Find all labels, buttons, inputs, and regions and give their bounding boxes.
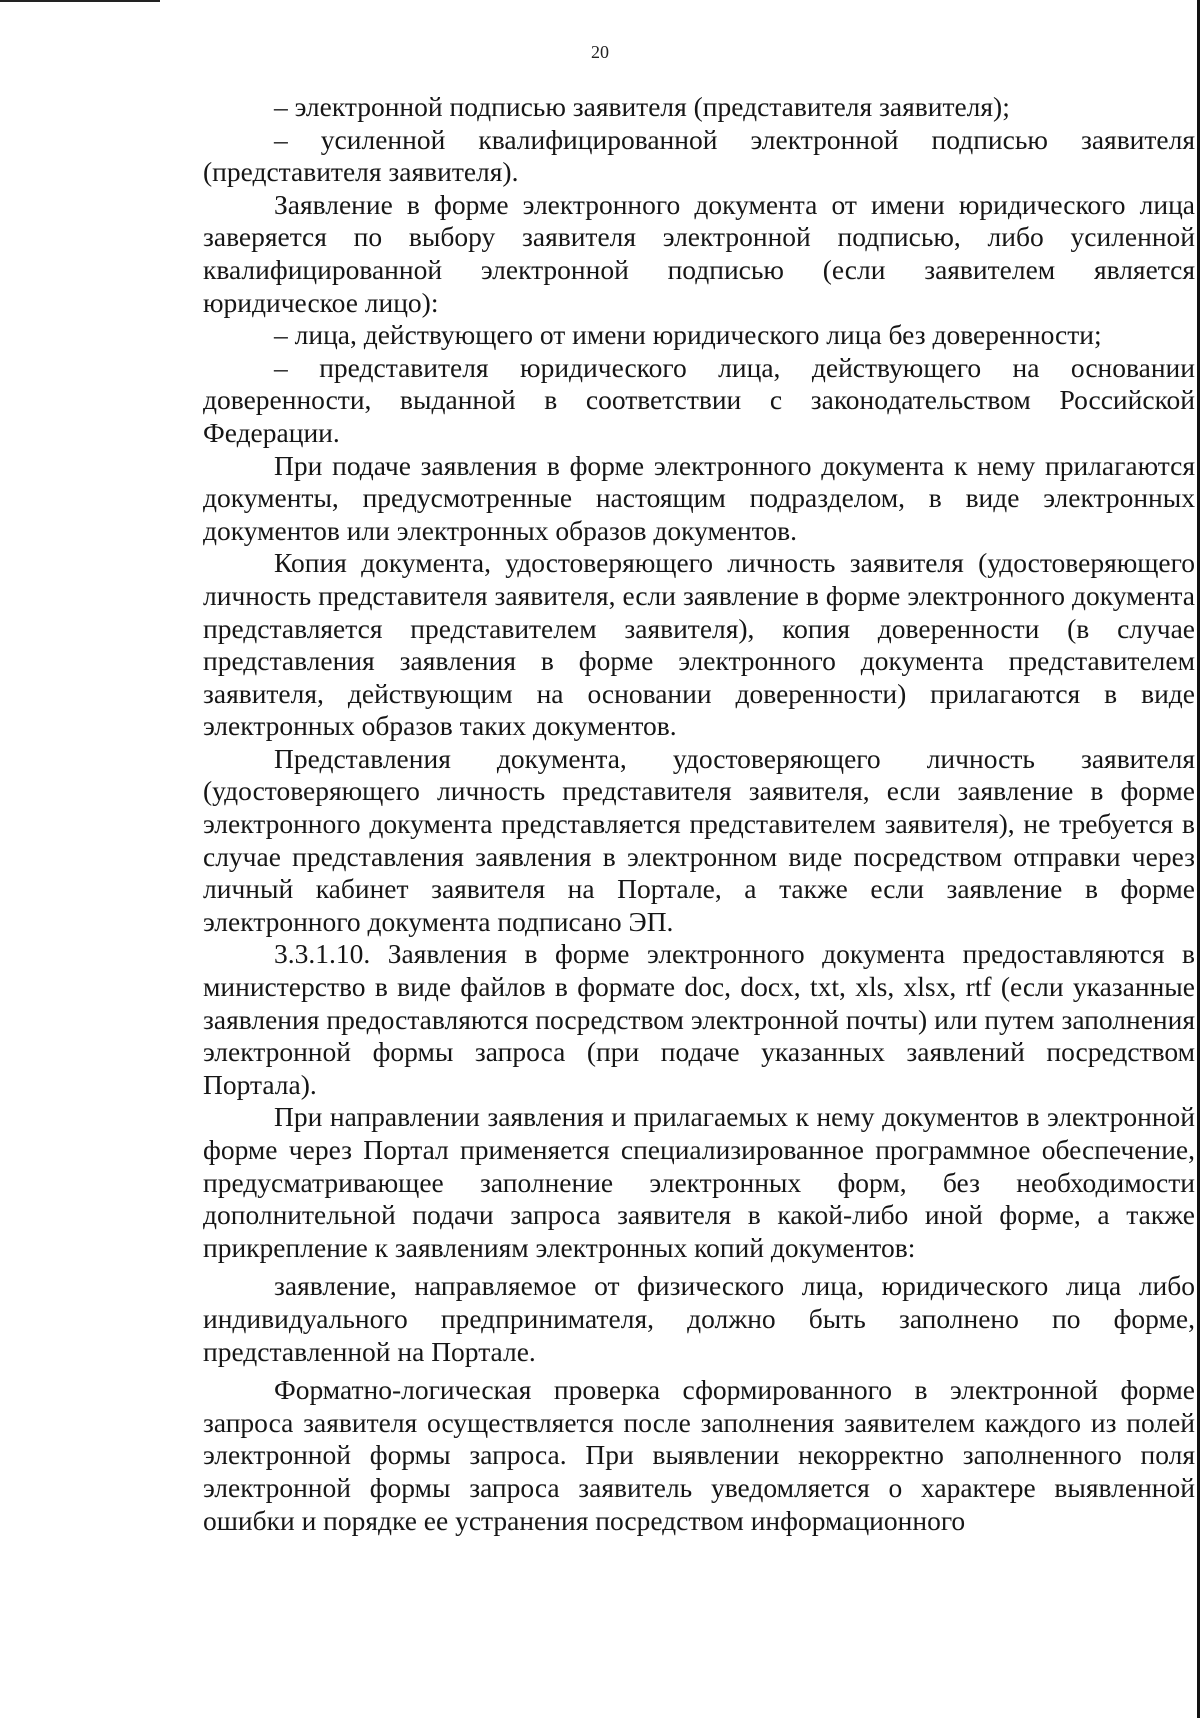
scan-edge-top bbox=[0, 0, 160, 2]
paragraph-identity-copy: Копия документа, удостоверяющего личность заявителя (удостоверяющего личность представителя заявителя, если заявление в форме электронного документа представляется представителем заявителя), копия доверенности (в случае представления заявления в форме электронного документа представителем заявителя, действующим на основании доверенности) прилагаются в виде электронных образов таких документов. bbox=[203, 547, 1195, 742]
paragraph-person-without-proxy: – лица, действующего от имени юридического лица без доверенности; bbox=[274, 319, 1102, 351]
paragraph-portal-software: При направлении заявления и прилагаемых к нему документов в электронной форме через Портал применяется специализированное программное обеспечение, предусматривающее заполнение электронных форм, без необходимости дополнительной подачи запроса заявителя в какой-либо иной форме, а также прикрепление к заявлениям электронных копий документов: bbox=[203, 1101, 1195, 1263]
paragraph-legal-entity-certification: Заявление в форме электронного документа от имени юридического лица заверяется по выбору заявителя электронной подписью, либо усиленной квалифицированной электронной подписью (если заявителем является юридическое лицо): bbox=[203, 188, 1195, 318]
paragraph-signature-applicant: – электронной подписью заявителя (представителя заявителя); bbox=[274, 91, 1010, 122]
paragraph-portal-form: заявление, направляемое от физического лица, юридического лица либо индивидуального предпринимателя, должно быть заполнено по форме, представленной на Портале. bbox=[203, 1270, 1195, 1367]
paragraph-attached-documents: При подаче заявления в форме электронного документа к нему прилагаются документы, предусмотренные настоящим подразделом, в виде электронных документов или электронных образов документов. bbox=[203, 449, 1195, 546]
document-body bbox=[203, 91, 1195, 1537]
paragraph-file-formats: 3.3.1.10. Заявления в форме электронного документа предоставляются в министерство в виде файлов в формате doc, docx, txt, xls, xlsx, rtf (если указанные заявления предоставляются посредством электронной почты) или путем заполнения электронной формы запроса (при подаче указанных заявлений посредством Портала). bbox=[203, 938, 1195, 1100]
paragraph-qualified-signature: – усиленной квалифицированной электронной подписью заявителя (представителя заявителя). bbox=[203, 123, 1195, 188]
paragraph-format-logic-check: Форматно-логическая проверка сформированного в электронной форме запроса заявителя осуществляется после заполнения заявителем каждого из полей электронной формы запроса. При выявлении некорректно заполненного поля электронной формы запроса заявитель уведомляется о характере выявленной ошибки и порядке ее устранения посредством информационного bbox=[203, 1374, 1195, 1536]
page-number: 20 bbox=[591, 42, 609, 62]
paragraph-identity-not-required: Представления документа, удостоверяющего личность заявителя (удостоверяющего личность представителя заявителя, если заявление в форме электронного документа представляется представителем заявителя), не требуется в случае представления заявления в электронном виде посредством отправки через личный кабинет заявителя на Портале, а также если заявление в форме электронного документа подписано ЭП. bbox=[203, 742, 1195, 937]
paragraph-representative-proxy: – представителя юридического лица, действующего на основании доверенности, выданной в соответствии с законодательством Российской Федерации. bbox=[203, 351, 1195, 448]
